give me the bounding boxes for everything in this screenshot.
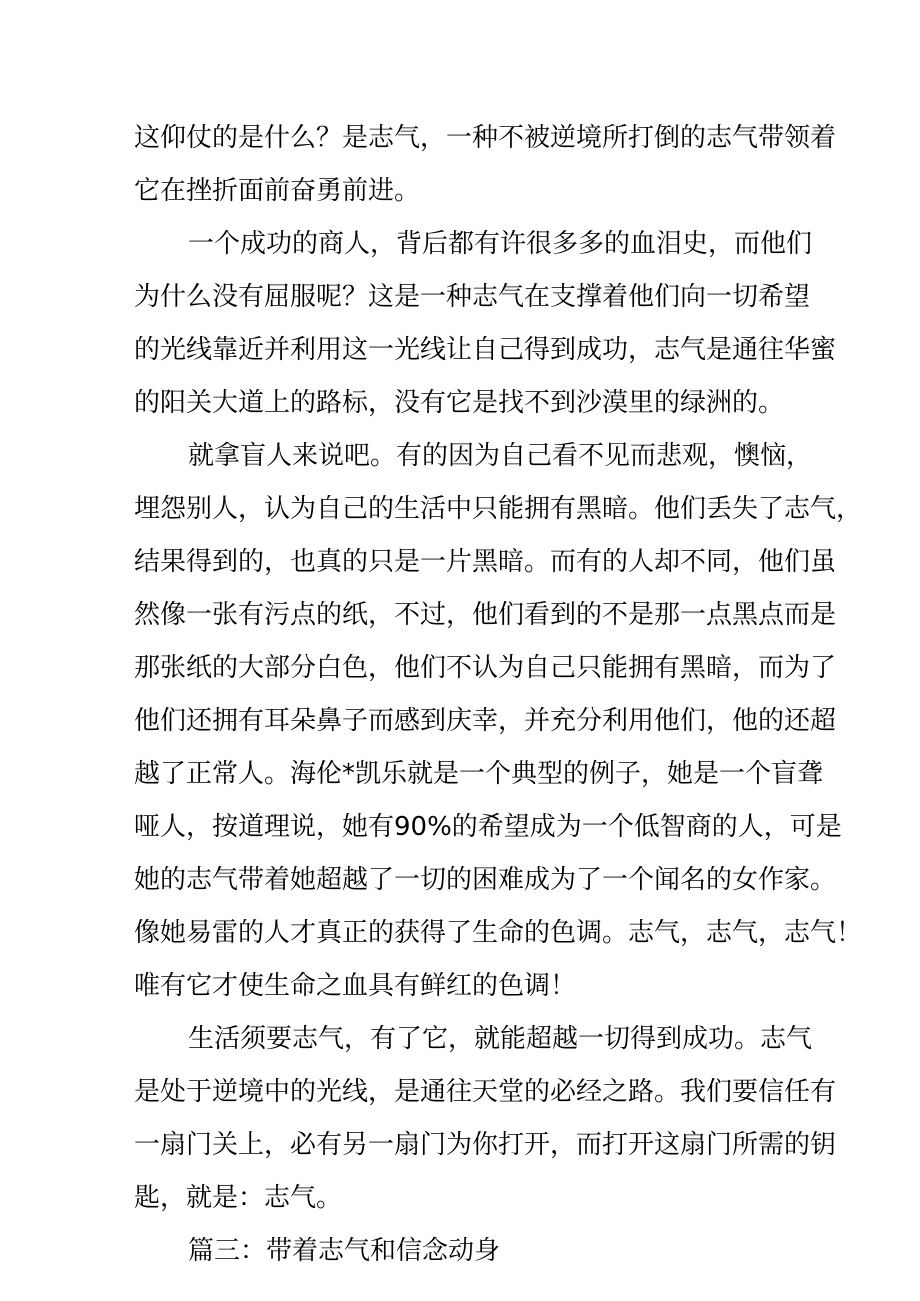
text-line: 就拿盲人来说吧。有的因为自己看不见而悲观，懊恼， bbox=[188, 441, 813, 471]
text-line: 埋怨别人，认为自己的生活中只能拥有黑暗。他们丢失了志气， bbox=[134, 494, 863, 524]
section-heading bbox=[134, 1225, 794, 1278]
document-body bbox=[134, 112, 863, 1278]
paragraph-3 bbox=[134, 430, 863, 1013]
text-line: 这仰仗的是什么？是志气，一种不被逆境所打倒的志气带领着 bbox=[134, 123, 837, 153]
text-line: 哑人，按道理说，她有90%的希望成为一个低智商的人，可是 bbox=[134, 812, 842, 842]
text-line: 她的志气带着她超越了一切的困难成为了一个闻名的女作家。 bbox=[134, 865, 837, 895]
text-line: 唯有它才使生命之血具有鲜红的色调！ bbox=[134, 971, 577, 1001]
text-line: 的光线靠近并利用这一光线让自己得到成功，志气是通往华蜜 bbox=[134, 335, 837, 365]
text-line: 结果得到的，也真的只是一片黑暗。而有的人却不同，他们虽 bbox=[134, 547, 837, 577]
text-line: 一扇门关上，必有另一扇门为你打开，而打开这扇门所需的钥 bbox=[134, 1130, 837, 1160]
text-line: 是处于逆境中的光线，是通往天堂的必经之路。我们要信任有 bbox=[134, 1077, 837, 1107]
text-line: 越了正常人。海伦*凯乐就是一个典型的例子，她是一个盲聋 bbox=[134, 759, 824, 789]
paragraph-1 bbox=[134, 112, 837, 218]
text-line: 他们还拥有耳朵鼻子而感到庆幸，并充分利用他们，他的还超 bbox=[134, 706, 837, 736]
text-line: 为什么没有屈服呢？这是一种志气在支撑着他们向一切希望 bbox=[134, 282, 811, 312]
text-line: 匙，就是：志气。 bbox=[134, 1183, 343, 1213]
text-line: 然像一张有污点的纸，不过，他们看到的不是那一点黑点而是 bbox=[134, 600, 837, 630]
text-line: 像她易雷的人才真正的获得了生命的色调。志气，志气，志气！ bbox=[134, 918, 863, 948]
paragraph-4 bbox=[134, 1013, 837, 1225]
text-line: 生活须要志气，有了它，就能超越一切得到成功。志气 bbox=[188, 1024, 813, 1054]
text-line: 篇三：带着志气和信念动身 bbox=[188, 1236, 501, 1266]
paragraph-2 bbox=[134, 218, 837, 430]
text-line: 的阳关大道上的路标，没有它是找不到沙漠里的绿洲的。 bbox=[134, 388, 785, 418]
text-line: 它在挫折面前奋勇前进。 bbox=[134, 176, 421, 206]
text-line: 那张纸的大部分白色，他们不认为自己只能拥有黑暗，而为了 bbox=[134, 653, 837, 683]
text-line: 一个成功的商人，背后都有许很多多的血泪史，而他们 bbox=[188, 229, 813, 259]
